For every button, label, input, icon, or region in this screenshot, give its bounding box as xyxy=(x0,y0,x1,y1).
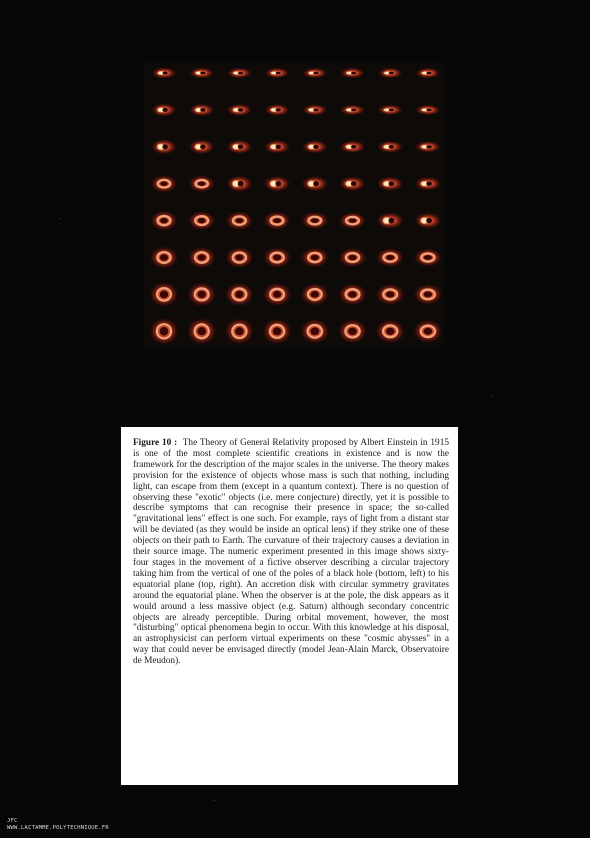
black-hole-shadow xyxy=(198,254,206,260)
black-hole-shadow xyxy=(160,291,168,299)
black-hole-shadow xyxy=(235,254,243,260)
black-hole-shadow xyxy=(311,291,319,298)
disk-image xyxy=(302,67,328,78)
black-hole-shadow xyxy=(313,108,318,111)
disk-image xyxy=(226,139,253,154)
disk-image xyxy=(337,283,367,306)
black-hole-shadow xyxy=(238,72,243,75)
black-hole-shadow xyxy=(197,291,205,298)
accretion-disk-grid xyxy=(143,62,444,347)
black-hole-shadow xyxy=(235,218,243,223)
disk-image xyxy=(149,281,179,307)
disk-image xyxy=(151,67,177,79)
disk-image xyxy=(376,212,405,229)
disk-image xyxy=(415,104,442,115)
figure-label: Figure 10 : xyxy=(133,438,178,448)
black-hole-shadow xyxy=(311,255,319,261)
black-hole-shadow xyxy=(426,109,431,112)
black-hole-shadow xyxy=(273,291,281,298)
black-hole-shadow xyxy=(235,327,244,335)
black-hole-shadow xyxy=(163,108,168,112)
black-hole-shadow xyxy=(424,255,432,260)
black-hole-shadow xyxy=(276,108,281,111)
disk-image xyxy=(226,103,253,116)
disk-image xyxy=(338,212,367,230)
black-hole-shadow xyxy=(200,72,205,75)
disk-image xyxy=(412,319,443,344)
black-hole-shadow xyxy=(348,291,356,297)
disk-image xyxy=(375,319,406,344)
black-hole-shadow xyxy=(276,72,281,75)
disk-image xyxy=(263,139,290,154)
speck xyxy=(492,395,493,396)
black-hole-shadow xyxy=(160,327,169,336)
black-hole-shadow xyxy=(276,145,281,149)
disk-image xyxy=(414,176,442,191)
disk-image xyxy=(225,246,255,268)
caption-text: The Theory of General Relativity proposed by Albert Einstein in 1915 is one of the most complete scientific creations in existence and is now the framework for the description of the major scales in the universe. The theory makes provision for the existence of objects whose mass is such that nothing, including light, can escape from them (except in a quantum context). There is no question of observing these "exotic" objects (i.e. mere conjecture) directly, yet it is possible to describe symptoms that can recognise their presence in space; the so-called "gravitational lens" effect is one such. For example, rays of light from a distant star will be deviated (as they would be inside an optical lens) if they strike one of these objects on their path to Earth. The curvature of their trajectory causes a deviation in their source image. The numeric experiment presented in this image shows sixty-four stages in the movement of a fictive observer describing a circular trajectory taking him from the vertical of one of the poles of a black hole (bottom, left) to his equatorial plane (top, right). An accretion disk with circular symmetry gravitates around the equatorial plane. When the observer is at the pole, the disk appears as it would around a less massive object (e.g. Saturn) although secondary concentric objects are already perceptible. During orbital movement, however, the most "disturbing" optical phenomena begin to occur. With this knowledge at his disposal, an astrophysicist can perform virtual experiments on these "cosmic abysses" in a way that could never be envisaged directly (model Jean-Alain Marck, Observatoire de Meudon). xyxy=(133,438,449,667)
disk-image xyxy=(264,67,290,78)
disk-image xyxy=(376,176,404,191)
black-hole-shadow xyxy=(313,145,318,149)
disk-image xyxy=(375,248,405,268)
black-hole-shadow xyxy=(235,291,243,298)
black-hole-shadow xyxy=(386,291,394,297)
credit-url: WWW.LACTAMME.POLYTECHNIQUE.FR xyxy=(7,824,109,831)
disk-image xyxy=(188,103,215,117)
disk-image xyxy=(263,211,292,230)
disk-image xyxy=(189,67,215,79)
disk-image xyxy=(340,67,366,78)
disk-image xyxy=(376,140,403,153)
black-hole-shadow xyxy=(389,109,394,112)
disk-image xyxy=(300,283,330,307)
black-hole-shadow xyxy=(163,71,168,74)
black-hole-shadow xyxy=(351,145,356,149)
black-hole-shadow xyxy=(200,144,205,149)
black-hole-shadow xyxy=(273,218,281,223)
black-hole-shadow xyxy=(162,144,167,149)
black-hole-shadow xyxy=(351,72,356,75)
black-hole-shadow xyxy=(389,145,394,148)
disk-image xyxy=(188,175,216,193)
disk-image xyxy=(187,246,217,269)
black-hole-shadow xyxy=(313,72,318,75)
disk-image xyxy=(413,248,443,267)
black-hole-shadow xyxy=(348,328,357,336)
disk-image xyxy=(339,140,366,154)
disk-image xyxy=(186,317,217,345)
black-hole-shadow xyxy=(424,328,433,335)
black-hole-shadow xyxy=(426,182,432,186)
disk-image xyxy=(187,210,216,230)
disk-image xyxy=(188,139,215,155)
speck xyxy=(214,800,215,801)
disk-image xyxy=(414,141,441,153)
disk-image xyxy=(377,67,403,78)
black-hole-shadow xyxy=(310,327,319,335)
disk-image xyxy=(263,175,291,192)
disk-image xyxy=(150,139,177,155)
disk-image xyxy=(226,67,252,78)
black-hole-shadow xyxy=(198,181,206,186)
black-hole-shadow xyxy=(426,72,431,75)
figure-caption xyxy=(133,438,449,667)
black-hole-shadow xyxy=(273,255,281,261)
black-hole-shadow xyxy=(197,327,206,335)
black-hole-shadow xyxy=(198,218,206,223)
disk-image xyxy=(262,247,292,269)
disk-image xyxy=(338,247,368,267)
black-hole-shadow xyxy=(426,145,431,148)
disk-image xyxy=(224,317,255,345)
black-hole-shadow xyxy=(386,255,394,260)
black-hole-shadow xyxy=(273,327,282,335)
disk-image xyxy=(337,318,368,344)
disk-image xyxy=(413,212,442,229)
speck xyxy=(60,218,61,219)
figure-caption-box xyxy=(121,427,458,785)
black-hole-shadow xyxy=(389,218,395,224)
black-hole-shadow xyxy=(389,72,394,75)
black-hole-shadow xyxy=(351,181,357,186)
disk-image xyxy=(301,140,328,154)
black-hole-shadow xyxy=(238,108,243,112)
black-hole-shadow xyxy=(348,255,356,261)
disk-image xyxy=(415,67,441,78)
black-hole-shadow xyxy=(275,181,281,186)
disk-image xyxy=(262,318,293,345)
disk-image xyxy=(300,211,329,230)
disk-image xyxy=(300,247,330,268)
black-hole-shadow xyxy=(160,218,168,224)
black-hole-figure xyxy=(143,62,444,347)
disk-image xyxy=(299,318,330,344)
disk-image xyxy=(375,283,405,305)
disk-image xyxy=(149,317,180,346)
disk-image xyxy=(225,211,254,231)
black-hole-shadow xyxy=(311,218,319,223)
disk-image xyxy=(225,175,253,192)
black-hole-shadow xyxy=(238,181,244,187)
disk-image xyxy=(377,104,404,115)
black-hole-shadow xyxy=(160,254,168,261)
disk-image xyxy=(150,174,178,193)
disk-image xyxy=(150,210,179,231)
black-hole-shadow xyxy=(386,328,395,335)
disk-image xyxy=(151,103,178,117)
disk-image xyxy=(301,176,329,192)
black-hole-shadow xyxy=(351,109,356,112)
black-hole-shadow xyxy=(200,108,205,112)
disk-image xyxy=(187,282,217,308)
black-hole-shadow xyxy=(349,218,357,223)
disk-image xyxy=(339,104,366,115)
black-hole-shadow xyxy=(389,181,395,186)
disk-image xyxy=(262,282,292,306)
black-hole-shadow xyxy=(424,291,432,297)
disk-image xyxy=(264,104,291,117)
disk-image xyxy=(224,282,254,307)
black-hole-shadow xyxy=(313,181,319,186)
disk-image xyxy=(413,283,443,305)
black-hole-shadow xyxy=(238,145,243,150)
disk-image xyxy=(301,104,328,116)
credit-block xyxy=(7,818,109,831)
credit-initials: JFC xyxy=(7,818,18,824)
disk-image xyxy=(149,246,179,269)
disk-image xyxy=(338,176,366,192)
black-hole-shadow xyxy=(426,218,432,223)
black-hole-shadow xyxy=(160,181,168,186)
